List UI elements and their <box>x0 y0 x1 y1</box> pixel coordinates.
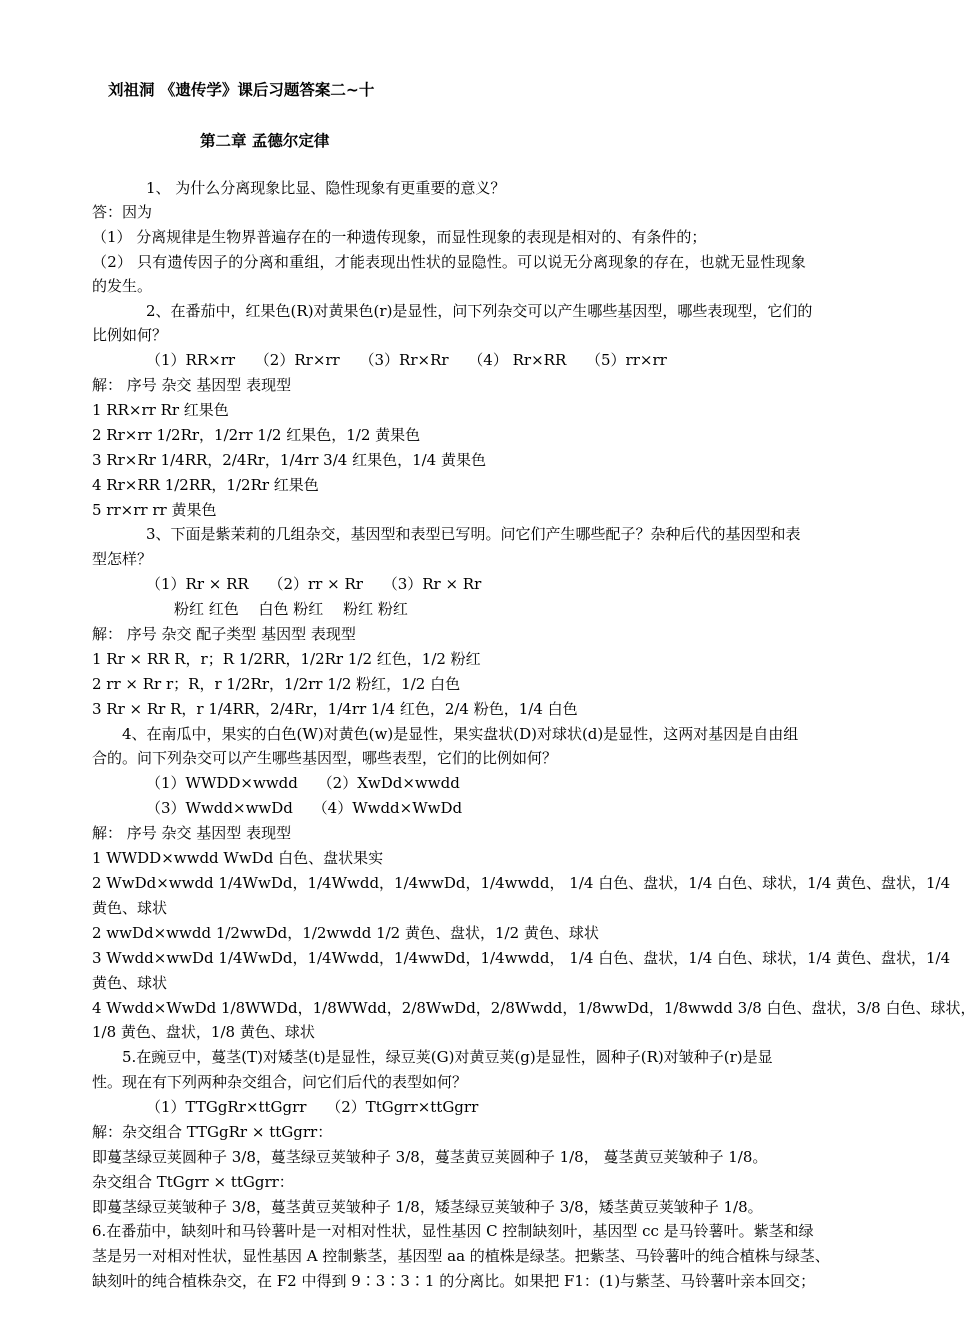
cross-list: （1）WWDD×wwdd （2）XwDd×wwdd <box>146 774 460 792</box>
cross-list: （1）Rr × RR （2）rr × Rr （3）Rr × Rr <box>146 575 482 593</box>
solution-row: 2 Rr×rr 1/2Rr，1/2rr 1/2 红果色，1/2 黄果色 <box>92 426 421 444</box>
solution-header: 解： 序号 杂交 配子类型 基因型 表现型 <box>92 625 356 643</box>
chapter-heading: 第二章 孟德尔定律 <box>200 132 330 150</box>
solution-row: 黄色、球状 <box>92 974 168 992</box>
question-4: 4、在南瓜中，果实的白色(W)对黄色(w)是显性，果实盘状(D)对球状(d)是显性，这两对基因是自由组 <box>122 725 799 743</box>
text-line: 比例如何？ <box>92 326 168 344</box>
text-line: 性。现在有下列两种杂交组合，问它们后代的表型如何？ <box>92 1073 468 1091</box>
solution-row: 4 Wwdd×WwDd 1/8WWDd，1/8WWdd，2/8WwDd，2/8Wwdd，1/8wwDd，1/8wwdd 3/8 白色、盘状，3/8 白色、球状， <box>92 999 976 1017</box>
question-5: 5.在豌豆中，蔓茎(T)对矮茎(t)是显性，绿豆荚(G)对黄豆荚(g)是显性，圆种子(R)对皱种子(r)是显 <box>122 1048 773 1066</box>
solution-row: 杂交组合 TtGgrr × ttGgrr： <box>92 1173 294 1191</box>
cross-list: （1）RR×rr （2）Rr×rr （3）Rr×Rr （4） Rr×RR （5）rr×rr <box>146 351 667 369</box>
solution-row: 1/8 黄色、盘状，1/8 黄色、球状 <box>92 1023 315 1041</box>
solution-row: 5 rr×rr rr 黄果色 <box>92 501 217 519</box>
cross-list: （1）TTGgRr×ttGgrr （2）TtGgrr×ttGgrr <box>146 1098 479 1116</box>
solution-row: 4 Rr×RR 1/2RR，1/2Rr 红果色 <box>92 476 319 494</box>
solution-row: 1 Rr × RR R，r；R 1/2RR，1/2Rr 1/2 红色，1/2 粉红 <box>92 650 481 668</box>
text-line: （2） 只有遗传因子的分离和重组，才能表现出性状的显隐性。可以说无分离现象的存在，也就无显性现象 <box>92 253 806 271</box>
text-line: 茎是另一对相对性状，显性基因 A 控制紫茎，基因型 aa 的植株是绿茎。把紫茎、马铃薯叶的纯合植株与绿茎、 <box>92 1247 830 1265</box>
cross-list: （3）Wwdd×wwDd （4）Wwdd×WwDd <box>146 799 463 817</box>
solution-row: 黄色、球状 <box>92 899 168 917</box>
text-line: 型怎样？ <box>92 550 153 568</box>
answer-label: 答：因为 <box>92 203 153 221</box>
question-3: 3、下面是紫茉莉的几组杂交，基因型和表型已写明。问它们产生哪些配子？杂种后代的基因型和表 <box>146 525 801 543</box>
document-title: 刘祖洞 《遗传学》课后习题答案二~十 <box>108 81 375 99</box>
text-line: 缺刻叶的纯合植株杂交，在 F2 中得到 9∶3∶3∶1 的分离比。如果把 F1：(1)与紫茎、马铃薯叶亲本回交； <box>92 1272 816 1290</box>
solution-row: 2 WwDd×wwdd 1/4WwDd，1/4Wwdd，1/4wwDd，1/4wwdd， 1/4 白色、盘状，1/4 白色、球状，1/4 黄色、盘状，1/4 <box>92 874 951 892</box>
text-line: 合的。问下列杂交可以产生哪些基因型，哪些表型，它们的比例如何？ <box>92 749 558 767</box>
solution-row: 1 RR×rr Rr 红果色 <box>92 401 229 419</box>
question-6: 6.在番茄中，缺刻叶和马铃薯叶是一对相对性状，显性基因 C 控制缺刻叶，基因型 cc 是马铃薯叶。紫茎和绿 <box>92 1222 814 1240</box>
phenotype-list: 粉红 红色 白色 粉红 粉红 粉红 <box>174 600 408 618</box>
solution-row: 解：杂交组合 TTGgRr × ttGgrr： <box>92 1123 333 1141</box>
question-2: 2、在番茄中，红果色(R)对黄果色(r)是显性，问下列杂交可以产生哪些基因型，哪些表现型，它们的 <box>146 302 813 320</box>
solution-row: 3 Rr×Rr 1/4RR，2/4Rr，1/4rr 3/4 红果色，1/4 黄果色 <box>92 451 486 469</box>
text-line: （1） 分离规律是生物界普遍存在的一种遗传现象，而显性现象的表现是相对的、有条件的； <box>92 228 707 246</box>
question-1: 1、 为什么分离现象比显、隐性现象有更重要的意义？ <box>146 179 506 197</box>
solution-row: 3 Wwdd×wwDd 1/4WwDd，1/4Wwdd，1/4wwDd，1/4wwdd， 1/4 白色、盘状，1/4 白色、球状，1/4 黄色、盘状，1/4 <box>92 949 951 967</box>
solution-header: 解： 序号 杂交 基因型 表现型 <box>92 376 292 394</box>
text-line: 的发生。 <box>92 277 153 295</box>
solution-row: 2 wwDd×wwdd 1/2wwDd，1/2wwdd 1/2 黄色、盘状，1/2 黄色、球状 <box>92 924 599 942</box>
solution-row: 3 Rr × Rr R，r 1/4RR，2/4Rr，1/4rr 1/4 红色，2/4 粉色，1/4 白色 <box>92 700 578 718</box>
solution-row: 即蔓茎绿豆荚皱种子 3/8，蔓茎黄豆荚皱种子 1/8，矮茎绿豆荚皱种子 3/8，矮茎黄豆荚皱种子 1/8。 <box>92 1198 763 1216</box>
solution-row: 即蔓茎绿豆荚圆种子 3/8，蔓茎绿豆荚皱种子 3/8，蔓茎黄豆荚圆种子 1/8， 蔓茎黄豆荚皱种子 1/8。 <box>92 1148 768 1166</box>
solution-row: 1 WWDD×wwdd WwDd 白色、盘状果实 <box>92 849 384 867</box>
solution-header: 解： 序号 杂交 基因型 表现型 <box>92 824 292 842</box>
solution-row: 2 rr × Rr r；R，r 1/2Rr，1/2rr 1/2 粉红，1/2 白色 <box>92 675 461 693</box>
